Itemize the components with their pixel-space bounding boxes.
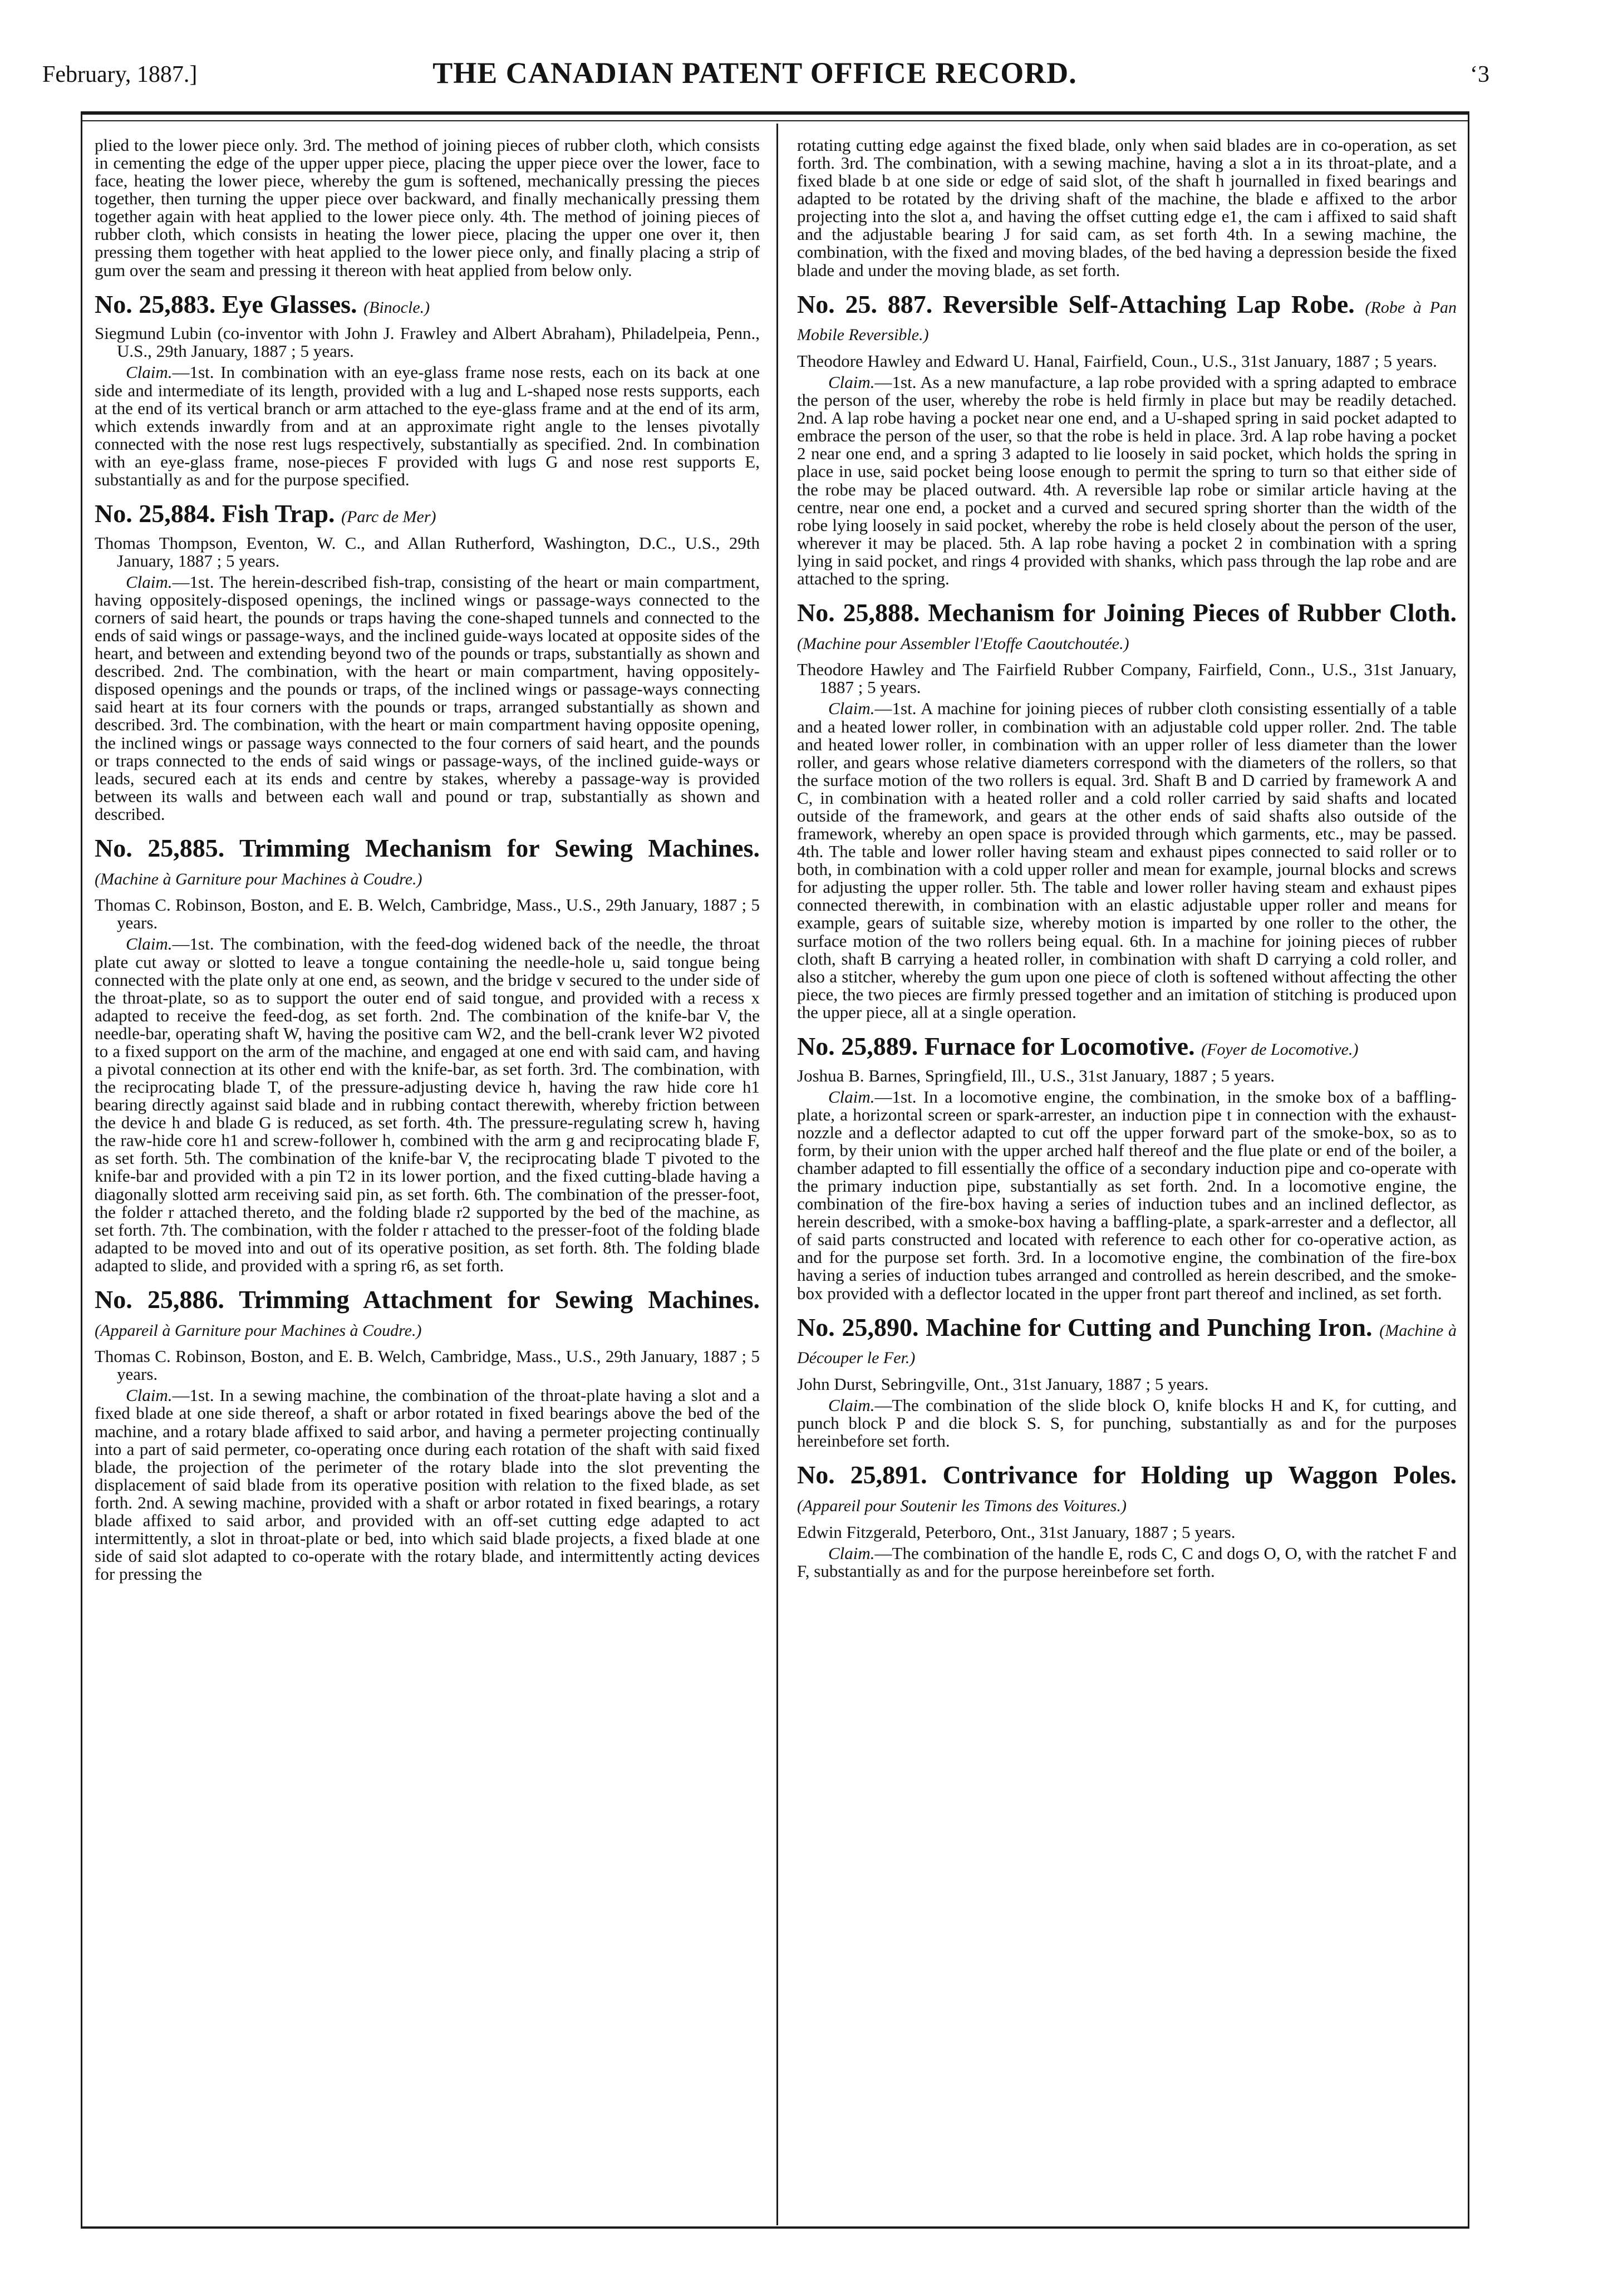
claim-label: Claim. — [126, 1385, 173, 1405]
patent-entry — [95, 291, 760, 489]
patent-title: Furnace for Locomotive. — [924, 1031, 1195, 1060]
patent-title: Reversible Self-Attaching Lap Robe. — [942, 289, 1355, 318]
patent-claims — [95, 935, 760, 1274]
patent-french-title: (Machine à Découper le Fer.) — [797, 1321, 1457, 1368]
patent-number: No. 25,891. — [797, 1461, 927, 1489]
patent-number: No. 25,884. — [95, 499, 216, 528]
claim-label: Claim. — [828, 372, 875, 392]
patent-inventor: Theodore Hawley and The Fairfield Rubber Company, Fairfield, Conn., U.S., 31st January, 1887 ; 5 years. — [797, 660, 1457, 697]
patent-heading — [95, 291, 760, 318]
claim-label: Claim. — [828, 1543, 875, 1563]
page-header — [42, 51, 1489, 107]
patent-entry — [95, 1286, 760, 1583]
claim-text: —1st. In a locomotive engine, the combination, in the smoke box of a baffling-plate, a horizontal screen or spark-arrester, an induction pipe t in connection with the exhaust-nozzle and a deflector adapted to cut off the upper forward part of the smoke-box, so as to form, by their union with the upper arched half thereof and the flue plate or end of the boiler, a chamber adapted to fill essentially the office of a secondary induction pipe and co-operate with the primary induction pipe, substantially as set forth. 2nd. In a locomotive engine, the combination of the fire-box having a series of induction tubes and an inclined deflector, as herein described, with a smoke-box having a baffling-plate, a spark-arrester and a deflector, all of said parts constructed and located with reference to each other for co-operative action, as and for the purpose set forth. 3rd. In a locomotive engine, the combination of the fire-box having a series of induction tubes arranged and controlled as herein described, and the smoke-box provided with a deflector located in the upper front part thereof and inclined, as set forth. — [797, 1086, 1457, 1303]
patent-french-title: (Foyer de Locomotive.) — [1201, 1040, 1359, 1059]
claim-label: Claim. — [828, 1395, 875, 1415]
patent-number: No. 25,889. — [797, 1031, 918, 1060]
patent-heading — [95, 1286, 760, 1341]
claim-label: Claim. — [126, 572, 173, 592]
claim-text: —1st. As a new manufacture, a lap robe provided with a spring adapted to embrace the person of the user, whereby the robe is held firmly in place but may be readily detached. 2nd. A lap robe having a pocket near one end, and a U-shaped spring in said pocket adapted to embrace the person of the user, so that the robe is held in place. 3rd. A lap robe having a pocket 2 near one end, and a spring 3 adapted to lie loosely in said pocket, which holds the spring in place in use, said pocket being loose enough to permit the spring to turn so that either side of the robe may be placed outward. 4th. A reversible lap robe or similar article having at the centre, near one end, a pocket and a curved and secured spring shorter than the width of the robe lying loosely in said pocket, whereby the robe is held closely about the person of the user, wherever it may be placed. 5th. A lap robe having a pocket 2 in combination with a spring lying in said pocket, and rings 4 provided with shanks, which pass through the lap robe and are attached to the spring. — [797, 372, 1457, 588]
patent-title: Trimming Attachment for Sewing Machines. — [239, 1285, 760, 1314]
patent-inventor: Siegmund Lubin (co-inventor with John J. Frawley and Albert Abraham), Philadelpeia, Penn., U.S., 29th January, 1887 ; 5 years. — [95, 323, 760, 361]
right-column — [797, 136, 1457, 2218]
header-date: February, 1887.] — [42, 62, 198, 87]
patent-title: Mechanism for Joining Pieces of Rubber Cloth. — [928, 598, 1457, 627]
claim-text: —1st. The combination, with the feed-dog widened back of the needle, the throat plate cut away or slotted to leave a tongue containing the needle-hole u, said tongue being connected with the plate only at one end, as seown, and the bridge v secured to the under side of the throat-plate, so as to support the outer end of said tongue, and provided with a recess x adapted to receive the feed-dog, as set forth. 2nd. The combination of the knife-bar V, the needle-bar, operating shaft W, having the positive cam W2, and the bell-crank lever W2 pivoted to a fixed support on the arm of the machine, and engaged at one end with said cam, and having a pivotal connection at its other end with the knife-bar, as set forth. 3rd. The combination, with the reciprocating blade T, of the pressure-adjusting device h, having the raw hide core h1 bearing directly against said blade and in rubbing contact therewith, whereby friction between the device h and blade G is reduced, as set forth. 4th. The pressure-regulating screw h, having the raw-hide core h1 and screw-follower h, combined with the arm g and reciprocating blade F, as set forth. 5th. The combination of the knife-bar V, the reciprocating blade T pivoted to the knife-bar and provided with a pin T2 in its lower portion, and the fixed cutting-blade having a diagonally slotted arm receiving said pin, as set forth. 6th. The combination of the presser-foot, the folder r attached thereto, and the folding blade r2 supported by the bed of the machine, as set forth. 7th. The combination, with the folder r attached to the presser-foot of the folding blade adapted to be moved into and out of its operative position, as set forth. 8th. The folding blade adapted to slide, and provided with a spring r6, as set forth. — [95, 934, 760, 1275]
continued-claims: plied to the lower piece only. 3rd. The method of joining pieces of rubber cloth, which consists in cementing the edge of the upper upper piece, placing the upper piece over the lower, face to face, heating the lower piece, whereby the gum is softened, mechanically pressing the pieces together, then turning the upper piece over backward, and finally mechanically pressing them together again with heat applied to the lower piece only. 4th. The method of joining pieces of rubber cloth, which consists in heating the lower piece, placing the upper one over it, then pressing them together with heat applied to the lower piece only, and finally placing a strip of gum over the seam and pressing it thereon with heat applied from below only. — [95, 136, 760, 280]
patent-claims — [797, 700, 1457, 1021]
claim-text: —The combination of the handle E, rods C, C and dogs O, O, with the ratchet F and F, substantially as and for the purpose hereinbefore set forth. — [797, 1543, 1457, 1581]
left-column — [95, 136, 760, 2218]
patent-french-title: (Machine à Garniture pour Machines à Coudre.) — [95, 869, 422, 888]
patent-title: Trimming Mechanism for Sewing Machines. — [239, 833, 760, 862]
patent-claims — [95, 1387, 760, 1583]
patent-title: Eye Glasses. — [222, 289, 357, 318]
patent-inventor: Thomas C. Robinson, Boston, and E. B. Welch, Cambridge, Mass., U.S., 29th January, 1887 ; 5 years. — [95, 895, 760, 933]
patent-title: Machine for Cutting and Punching Iron. — [926, 1312, 1373, 1341]
top-rule-inner — [81, 120, 1469, 121]
patent-entry — [797, 1314, 1457, 1451]
patent-claims — [797, 1397, 1457, 1450]
patent-inventor: John Durst, Sebringville, Ont., 31st January, 1887 ; 5 years. — [797, 1374, 1209, 1394]
header-title: THE CANADIAN PATENT OFFICE RECORD. — [432, 56, 1077, 90]
patent-entry — [797, 1033, 1457, 1302]
claim-text: —1st. The herein-described fish-trap, consisting of the heart or main compartment, having oppositely-disposed openings, the inclined wings or passage-ways connected to the corners of said heart, the pounds or traps having the cone-shaped tunnels and connected to the ends of said wings or passage-ways, and the inclined guide-ways located at opposite sides of the heart, and between and extending beyond two of the pounds or traps, substantially as shown and described. 2nd. The combination, with the heart or main compartment, having oppositely-disposed openings and the pounds or traps, of the inclined wings or passage-ways connecting said heart at its four corners with the pounds or traps, arranged substantially as shown and described. 3rd. The combination, with the heart or main compartment having opposite opening, the inclined wings or passage ways connected to the four corners of said heart, and the pounds or traps connected to the ends of said wings or passage-ways, of the inclined guide-ways or leads, secured each at its ends and centre by stakes, whereby a passage-way is provided between its walls and between each wall and pound or trap, substantially as shown and described. — [95, 572, 760, 824]
patent-number: No. 25. 887. — [797, 289, 933, 318]
patent-heading — [95, 834, 760, 889]
claim-text: —1st. In combination with an eye-glass frame nose rests, each on its back at one side and intermediate of its length, provided with a lug and L-shaped nose rests supports, each at the end of its vertical branch or arm attached to the eye-glass frame and at the end of its arm, which extends inwardly from and at an approximate right angle to the lenses pivotally connected with the nose rest lugs respectively, substantially as specified. 2nd. In combination with an eye-glass frame, nose-pieces F provided with lugs G and nose rest supports E, substantially as and for the purpose specified. — [95, 362, 760, 489]
patent-heading — [95, 500, 760, 528]
claim-label: Claim. — [828, 699, 875, 719]
patent-number: No. 25,885. — [95, 833, 225, 862]
patent-heading — [797, 599, 1457, 654]
header-page-number: ‘3 — [1470, 62, 1489, 87]
claim-label: Claim. — [828, 1086, 875, 1107]
patent-claims — [95, 573, 760, 823]
patent-inventor: Joshua B. Barnes, Springfield, Ill., U.S., 31st January, 1887 ; 5 years. — [797, 1065, 1275, 1085]
patent-entry — [797, 599, 1457, 1021]
patent-number: No. 25,886. — [95, 1285, 224, 1314]
patent-french-title: (Robe à Pan Mobile Reversible.) — [797, 298, 1457, 345]
patent-title: Fish Trap. — [222, 499, 335, 528]
continued-claims: rotating cutting edge against the fixed blade, only when said blades are in co-operation, as set forth. 3rd. The combination, with a sewing machine, having a slot a in its throat-plate, and a fixed blade b at one side or edge of said slot, of the shaft h journalled in fixed bearings and adapted to be rotated by the driving shaft of the machine, the blade e affixed to the arbor projecting into the slot a, and having the offset cutting edge e1, the cam i affixed to said shaft and the adjustable bearing J for said cam, as set forth 4th. In a sewing machine, the combination, with the fixed and moving blades, of the bed having a depression beside the fixed blade and under the moving blade, as set forth. — [797, 136, 1457, 280]
patent-entry — [797, 291, 1457, 588]
patent-claims — [797, 1088, 1457, 1302]
patent-number: No. 25,883. — [95, 289, 216, 318]
patent-claims — [797, 373, 1457, 588]
patent-heading — [797, 1033, 1457, 1060]
patent-french-title: (Machine pour Assembler l'Etoffe Caoutchoutée.) — [797, 634, 1129, 653]
patent-title: Contrivance for Holding up Waggon Poles. — [942, 1461, 1457, 1489]
patent-inventor: Thomas Thompson, Eventon, W. C., and Allan Rutherford, Washington, D.C., U.S., 29th January, 1887 ; 5 years. — [95, 533, 760, 571]
patent-french-title: (Appareil à Garniture pour Machines à Coudre.) — [95, 1321, 422, 1340]
patent-inventor: Thomas C. Robinson, Boston, and E. B. Welch, Cambridge, Mass., U.S., 29th January, 1887 ; 5 years. — [95, 1346, 760, 1384]
patent-french-title: (Binocle.) — [363, 298, 430, 317]
patent-heading — [797, 291, 1457, 346]
column-divider — [776, 124, 778, 2225]
patent-french-title: (Appareil pour Soutenir les Timons des Voitures.) — [797, 1496, 1127, 1515]
left-border — [81, 111, 82, 2229]
patent-number: No. 25,890. — [797, 1312, 919, 1341]
patent-heading — [797, 1314, 1457, 1369]
patent-entry — [95, 834, 760, 1275]
patent-inventor: Edwin Fitzgerald, Peterboro, Ont., 31st January, 1887 ; 5 years. — [797, 1522, 1236, 1542]
patent-heading — [797, 1461, 1457, 1516]
right-border — [1468, 111, 1469, 2229]
claim-text: —The combination of the slide block O, knife blocks H and K, for cutting, and punch block P and die block S. S, for punching, substantially as and for the purposes hereinbefore set forth. — [797, 1395, 1457, 1451]
bottom-rule — [81, 2226, 1469, 2229]
patent-number: No. 25,888. — [797, 598, 920, 627]
claim-text: —1st. In a sewing machine, the combination of the throat-plate having a slot and a fixed blade at one side thereof, a shaft or arbor rotated in fixed bearings above the bed of the machine, and a rotary blade affixed to said arbor, and having a permeter projecting continually into a part of said permeter, co-operating once during each rotation of the shaft with said fixed blade, the projection of the perimeter of the rotary blade into the slot preventing the displacement of said blade from its operative position with relation to the fixed blade, as set forth. 2nd. A sewing machine, provided with a shaft or arbor rotated in fixed bearings, a rotary blade affixed to said arbor, and provided with an off-set cutting edge adapted to act intermittently, a slot in throat-plate or bed, into which said blade projects, a fixed blade at one side of said slot adapted to co-operate with the rotary blade, and intermittently acting devices for pressing the — [95, 1385, 760, 1584]
patent-claims — [95, 363, 760, 489]
patent-french-title: (Parc de Mer) — [341, 508, 436, 526]
claim-label: Claim. — [126, 934, 173, 954]
top-rule — [81, 111, 1469, 115]
patent-inventor: Theodore Hawley and Edward U. Hanal, Fairfield, Coun., U.S., 31st January, 1887 ; 5 years. — [797, 351, 1437, 371]
claim-label: Claim. — [126, 362, 173, 382]
patent-entry — [95, 500, 760, 823]
patent-entry — [797, 1461, 1457, 1580]
claim-text: —1st. A machine for joining pieces of rubber cloth consisting essentially of a table and a heated lower roller, in combination with an adjustable cold upper roller. 2nd. The table and heated lower roller, in combination with an upper roller of less diameter than the lower roller, and gears whose relative diameters correspond with the diameters of the rollers, so that the surface motion of the two rollers is equal. 3rd. Shaft B and D carried by framework A and C, in combination with a heated roller and a cold roller carried by said shafts and located outside of the framework, and gears at the other ends of said shafts also outside of the framework, whereby an open space is provided through which garments, etc., may be passed. 4th. The table and lower roller having steam and exhaust pipes connected to said roller or to both, in combination with a cold upper roller and mean for example, journal blocks and screws for adjusting the upper roller. 5th. The table and lower roller having steam and exhaust pipes connected therewith, in combination with an elastic adjustable upper roller and means for example, gears of suitable size, whereby motion is imparted by one roller to the other, the surface motion of the two rollers being equal. 6th. In a machine for joining pieces of rubber cloth, shaft B carrying a heated roller, in combination with shaft D carrying a cold roller, and also a stitcher, whereby the gum upon one piece of cloth is softened without affecting the other piece, the two pieces are firmly pressed together and an imitation of stitching is produced upon the upper piece, all at a single operation. — [797, 699, 1457, 1022]
patent-claims — [797, 1545, 1457, 1580]
